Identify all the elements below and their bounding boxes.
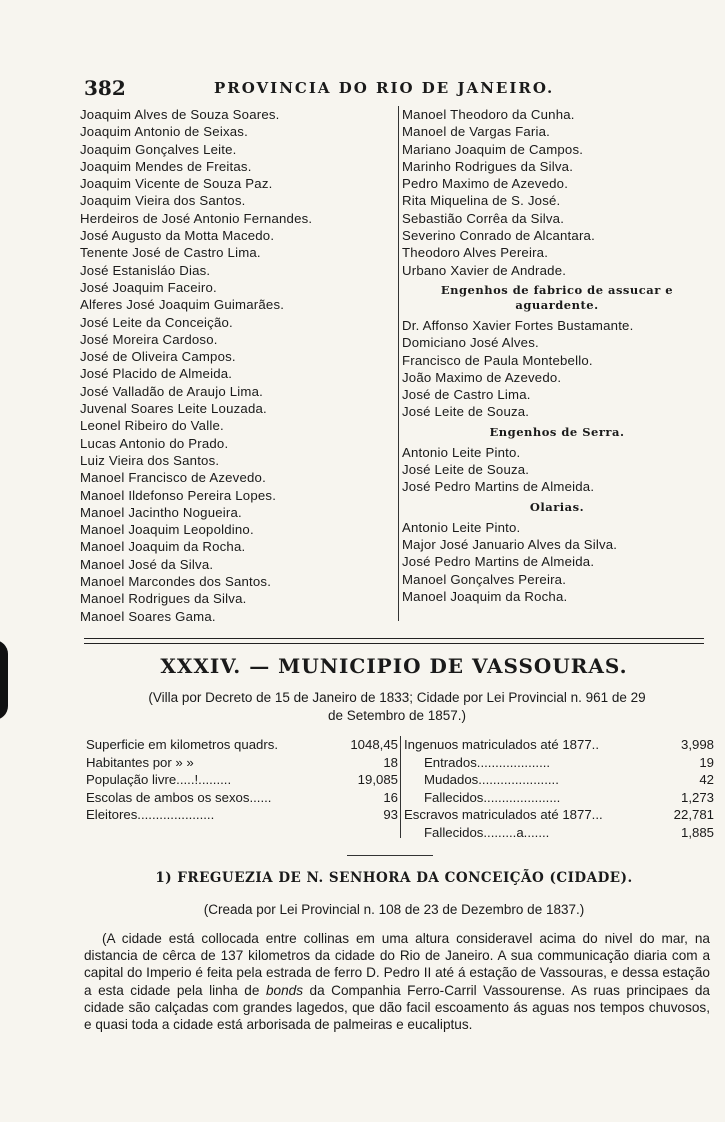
owner-name: Manoel Francisco de Azevedo. [80,470,266,486]
stats-left-column [86,736,398,824]
owner-name: Dr. Affonso Xavier Fortes Bustamante. [402,317,634,333]
owner-name: Tenente José de Castro Lima. [80,245,261,261]
owner-name: Joaquim Mendes de Freitas. [80,158,252,174]
owner-name: José Placido de Almeida. [80,366,233,382]
stat-label: Entrados.................... [424,754,551,770]
right-column [398,106,712,621]
owner-name: Major José Januario Alves da Silva. [402,536,618,552]
stat-value: 18 [383,754,398,770]
running-title: PROVINCIA DO RIO DE JANEIRO. [214,79,555,97]
owner-name: Domiciano José Alves. [402,335,539,351]
owner-name: José Leite de Souza. [402,462,530,478]
page-edge-shadow [0,640,8,720]
page-header [84,76,704,98]
stat-row [404,754,714,772]
owner-name: Juvenal Soares Leite Louzada. [80,401,267,417]
stat-label: Escravos matriculados até 1877... [404,807,603,823]
parish-description [84,930,710,1033]
owner-name: Manoel Joaquim da Rocha. [80,539,246,555]
paragraph-italic: bonds [265,982,303,998]
owner-name: Manoel Soares Gama. [80,608,216,624]
decree-line-1: (Villa por Decreto de 15 de Janeiro de 1833; Cidade por Lei Provincial n. 961 de 29 [148,690,646,705]
stat-value: 42 [699,772,714,788]
parish-created-note: (Creada por Lei Provincial n. 108 de 23 de Dezembro de 1837.) [203,902,585,917]
double-rule [84,638,704,644]
stats-right-column [400,736,714,838]
owner-name: Manoel Gonçalves Pereira. [402,571,567,587]
stat-label: Fallecidos..................... [424,789,561,805]
stat-value: 1,273 [680,789,714,805]
owner-name: José de Castro Lima. [402,387,531,403]
stat-value: 1048,45 [350,737,398,752]
owner-name: Sebastião Corrêa da Silva. [402,210,565,226]
section-heading-acucar: Engenhos de fabrico de assucar e aguardente. [440,282,674,312]
owner-name: Marinho Rodrigues da Silva. [402,158,574,174]
owner-name: José Moreira Cardoso. [80,331,218,347]
owner-name: José Leite da Conceição. [80,314,233,330]
left-column [80,106,395,625]
owner-name: Francisco de Paula Montebello. [402,352,593,368]
owner-name: Manoel Marcondes dos Santos. [80,574,272,590]
stat-row [86,789,398,807]
stat-label: Eleitores..................... [86,807,215,823]
stat-value: 16 [383,789,398,805]
owner-name: Manoel Joaquim da Rocha. [402,588,568,604]
owner-name: Joaquim Vieira dos Santos. [80,193,246,209]
owner-name: Joaquim Gonçalves Leite. [80,141,237,157]
stat-row [404,806,714,824]
owner-name: Herdeiros de José Antonio Fernandes. [80,210,313,226]
stat-row [86,736,398,754]
stat-label: População livre.....!......... [86,772,232,788]
stat-row [86,806,398,824]
stat-label: Mudados...................... [424,772,559,788]
owner-name: Rita Miquelina de S. José. [402,193,561,209]
stat-value: 19,085 [357,772,398,788]
owner-name: Manoel Joaquim Leopoldino. [80,522,254,538]
owner-name: Lucas Antonio do Prado. [80,435,229,451]
owner-name: Urbano Xavier de Andrade. [402,262,567,278]
owner-name: Antonio Leite Pinto. [402,519,521,535]
owner-name: Manoel Rodrigues da Silva. [80,591,247,607]
owner-name: Joaquim Vicente de Souza Paz. [80,176,273,192]
stat-row [86,754,398,772]
stat-label: Fallecidos.........a....... [424,824,550,840]
owner-name: Pedro Maximo de Azevedo. [402,176,569,192]
stat-label: Ingenuos matriculados até 1877.. [404,737,600,752]
owner-name: Manoel Jacintho Nogueira. [80,504,242,520]
owner-name: José Leite de Souza. [402,404,530,420]
stat-row [86,771,398,789]
name-columns [80,106,705,626]
stat-value: 93 [383,807,398,823]
stat-row [404,771,714,789]
owner-name: João Maximo de Azevedo. [402,369,562,385]
owner-name: Theodoro Alves Pereira. [402,245,549,261]
decree-line-2: de Setembro de 1857.) [327,708,467,723]
owner-name: Antonio Leite Pinto. [402,444,521,460]
owner-name: Leonel Ribeiro do Valle. [80,418,224,434]
owner-name: José Estanisláo Dias. [80,262,211,278]
owner-name: Manoel José da Silva. [80,556,214,572]
stat-row [404,789,714,807]
stat-row [404,824,714,842]
chapter-title: XXXIV. — MUNICIPIO DE VASSOURAS. [160,654,628,678]
owner-name: Joaquim Antonio de Seixas. [80,124,248,140]
stat-value: 3,998 [680,737,714,752]
owner-name: José de Oliveira Campos. [80,349,236,365]
owner-name: Mariano Joaquim de Campos. [402,141,584,157]
owner-name: Alferes José Joaquim Guimarães. [80,297,285,313]
owner-name: Luiz Vieira dos Santos. [80,452,220,468]
stat-value: 1,885 [680,824,714,840]
statistics-table [84,736,714,842]
owner-name: Severino Conrado de Alcantara. [402,228,595,244]
stat-value: 19 [699,754,714,770]
short-rule [347,855,433,856]
stat-value: 22,781 [673,807,714,823]
owner-name: José Pedro Martins de Almeida. [402,554,595,570]
owner-name: Joaquim Alves de Souza Soares. [80,107,280,122]
owner-name: José Augusto da Motta Macedo. [80,228,275,244]
section-heading-olarias: Olarias. [529,499,585,514]
owner-name: José Joaquim Faceiro. [80,279,217,295]
owner-name: José Pedro Martins de Almeida. [402,479,595,495]
decree-note [84,689,710,725]
stat-row [404,736,714,754]
paragraph-part-1: (A cidade está collocada entre collinas em uma altura consideravel acima do nivel do mar, na distancia de cêrca de 137 kilometros da cidade do Rio de Janeiro. A sua communicação diaria com a capital do Imperio é feita pela estrada de ferro D. Pedro II até á estação de Vassouras, e dessa estação a esta cidade pela linha de [84,931,710,998]
owner-name: Manoel Ildefonso Pereira Lopes. [80,487,277,503]
page-number: 382 [84,76,126,100]
parish-title: 1) FREGUEZIA DE N. SENHORA DA CONCEIÇÃO (CIDADE). [155,870,633,886]
owner-name: José Valladão de Araujo Lima. [80,383,263,399]
stat-label: Escolas de ambos os sexos...... [86,789,272,805]
paragraph-part-2: da Companhia Ferro-Carril Vassourense. As ruas principaes da cidade são calçadas com grandes lagedos, que dão facil escoamento ás aguas nos tempos chuvosos, e quasi toda a cidade está arborisada de palmeiras e eucaliptus. [84,982,710,1033]
owner-name: Manoel de Vargas Faria. [402,124,551,140]
section-heading-serra: Engenhos de Serra. [489,424,625,439]
stat-label: Habitantes por » » [86,754,194,770]
owner-name: Manoel Theodoro da Cunha. [402,107,575,122]
stat-label: Superficie em kilometros quadrs. [86,737,279,752]
